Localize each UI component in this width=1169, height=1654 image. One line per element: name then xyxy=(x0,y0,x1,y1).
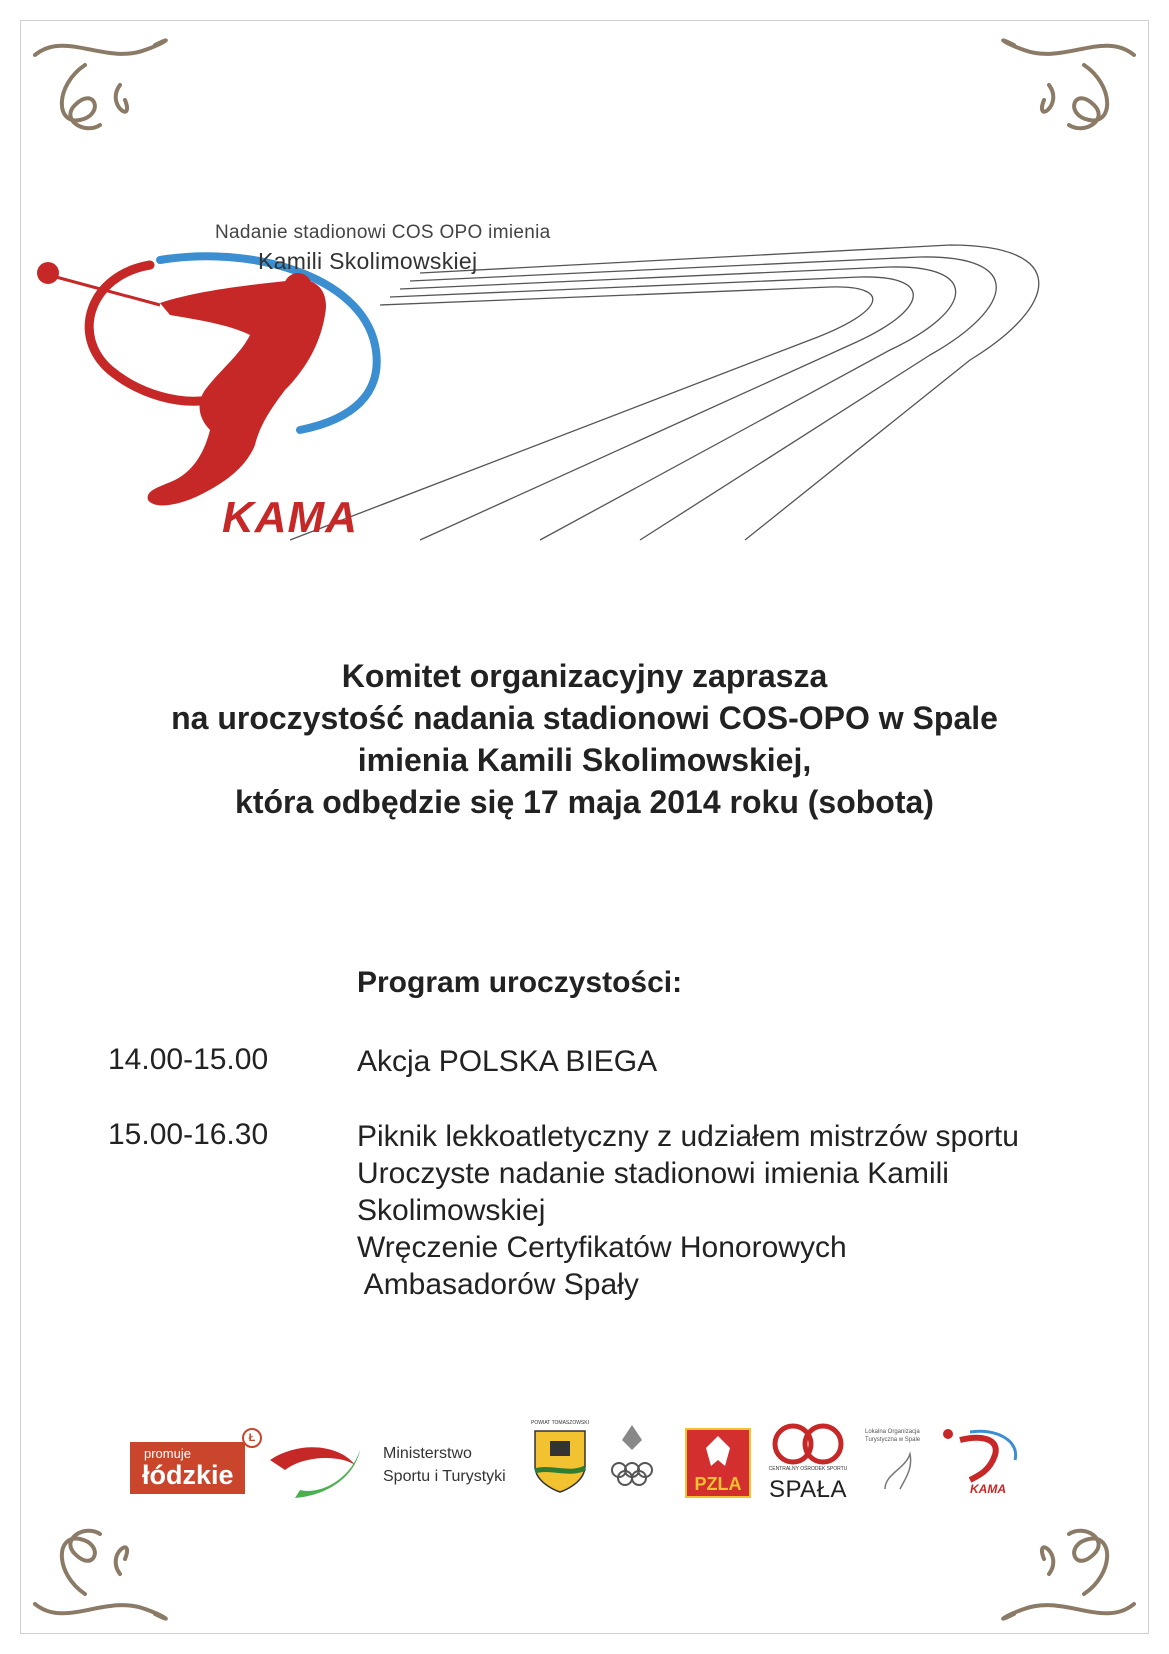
hammer-ball xyxy=(37,262,59,284)
corner-ornament-top-right xyxy=(964,25,1144,155)
olympic-eagle-logo xyxy=(607,1420,657,1510)
kama-wordmark: KAMA xyxy=(222,493,358,542)
lodzkie-mark-icon: Ł xyxy=(242,1428,262,1448)
corner-ornament-top-left xyxy=(25,25,205,155)
powiat-text: POWIAT TOMASZOWSKI xyxy=(531,1420,589,1426)
ministerstwo-line: Sportu i Turystyki xyxy=(383,1468,506,1485)
track-lines xyxy=(290,245,1039,540)
cos-spala-logo xyxy=(765,1420,851,1510)
logo-subtitle: Nadanie stadionowi COS OPO imienia xyxy=(215,222,551,243)
corner-ornament-bottom-right xyxy=(964,1504,1144,1634)
invitation-line: na uroczystość nadania stadionowi COS-OPO w Spale xyxy=(171,700,998,736)
lodzkie-logo xyxy=(130,1432,256,1496)
invitation-line: imienia Kamili Skolimowskiej, xyxy=(357,742,812,778)
invitation-line: która odbędzie się 17 maja 2014 roku (sobota) xyxy=(235,784,934,820)
invitation-line: Komitet organizacyjny zaprasza xyxy=(341,658,828,694)
program-item-description xyxy=(357,1043,657,1080)
program-item-line: Uroczyste nadanie stadionowi imienia Kamili xyxy=(357,1157,949,1190)
kama-logo-art xyxy=(30,195,1140,575)
powiat-crest-logo xyxy=(530,1420,590,1510)
program-item-description xyxy=(357,1118,1019,1303)
program-item-line: Wręczenie Certyfikatów Honorowych xyxy=(357,1231,847,1264)
swoosh-logo xyxy=(260,1420,370,1510)
athlete-silhouette xyxy=(148,280,326,506)
program-item-line: Piknik lekkoatletyczny z udziałem mistrzów sportu xyxy=(357,1120,1019,1153)
program-item-line: Ambasadorów Spały xyxy=(357,1268,639,1301)
kama-small-logo xyxy=(940,1420,1030,1510)
lot-spala-logo xyxy=(865,1428,925,1518)
program-item-line: Skolimowskiej xyxy=(357,1194,546,1227)
lot-text: Lokalna Organizacja Turystyczna w Spale xyxy=(865,1429,921,1443)
invitation-text xyxy=(0,655,1169,823)
program-item-line: Akcja POLSKA BIEGA xyxy=(357,1045,658,1078)
sponsor-logos xyxy=(120,1420,1040,1510)
kama-small-text: KAMA xyxy=(970,1482,1006,1496)
lodzkie-small-text: promuje xyxy=(144,1446,191,1461)
lodzkie-big-text: łódzkie xyxy=(142,1460,234,1490)
logo-name: Kamili Skolimowskiej xyxy=(258,248,478,274)
ministerstwo-line: Ministerstwo xyxy=(383,1445,472,1462)
cos-spala-text: SPAŁA xyxy=(768,1476,848,1503)
corner-ornament-bottom-left xyxy=(25,1504,205,1634)
program-time: 15.00-16.30 xyxy=(108,1118,269,1151)
cos-small-text: CENTRALNY OŚRODEK SPORTU xyxy=(768,1466,848,1472)
pzla-logo xyxy=(685,1420,751,1510)
program-time: 14.00-15.00 xyxy=(108,1043,269,1076)
program-title: Program uroczystości: xyxy=(357,966,683,999)
ministerstwo-logo xyxy=(383,1442,506,1532)
pzla-text: PZLA xyxy=(694,1474,742,1494)
